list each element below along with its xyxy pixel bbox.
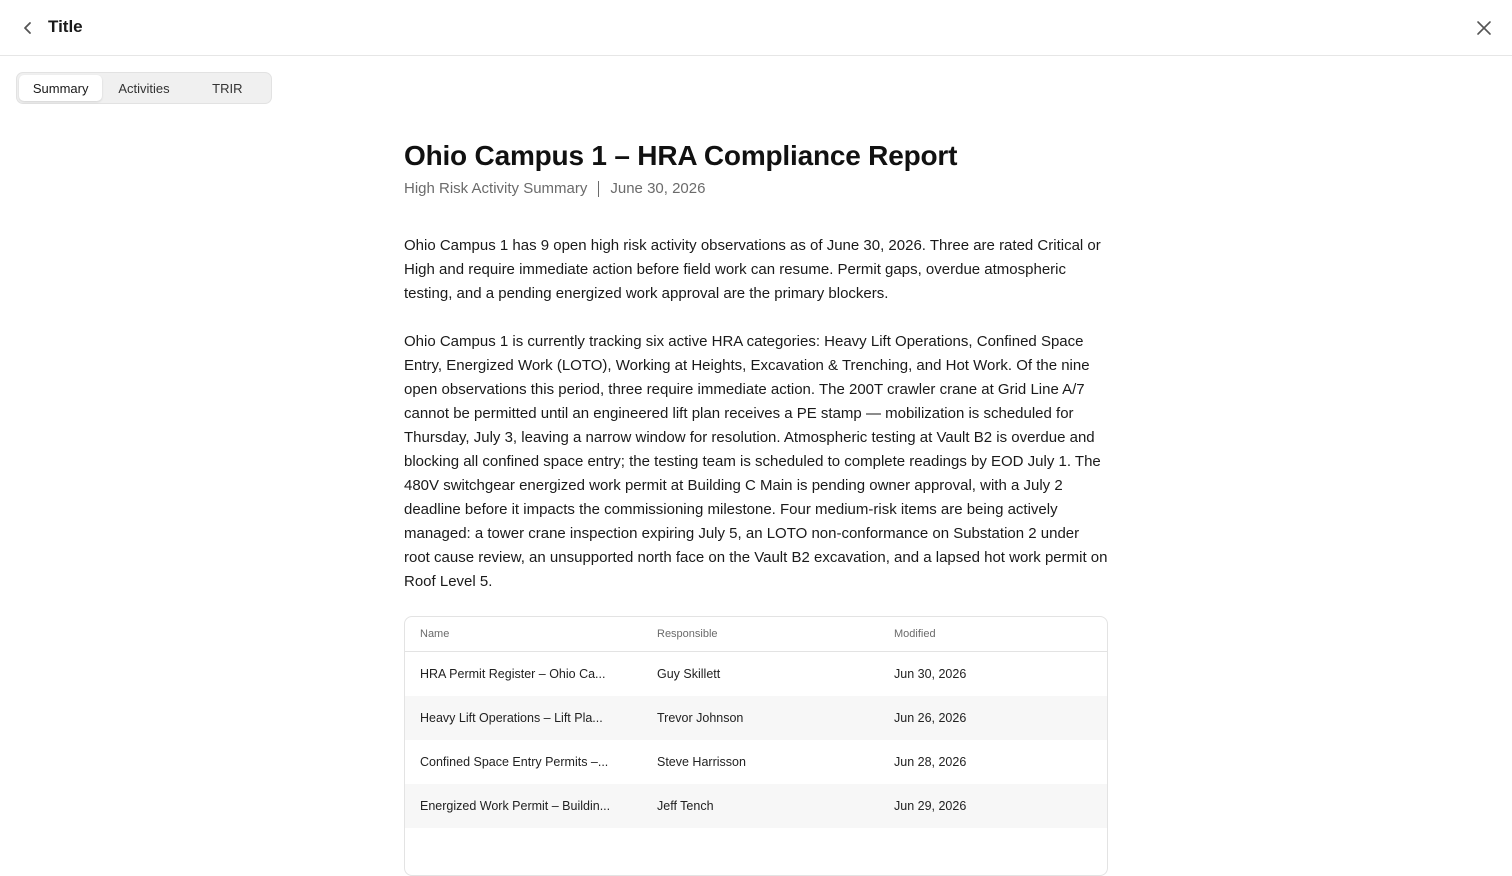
summary-paragraph: Ohio Campus 1 has 9 open high risk activity observations as of June 30, 2026. Three are rated Critical or High and require immediate action before field work can resume. Permit gaps, overdue atmospheric testing, and a pending energized work approval are the primary blockers. xyxy=(404,237,1101,302)
table-header xyxy=(405,617,1107,652)
report-date: June 30, 2026 xyxy=(610,180,706,197)
row-modified: Jun 28, 2026 xyxy=(894,755,967,769)
detail-paragraph: Ohio Campus 1 is currently tracking six active HRA categories: Heavy Lift Operations, Confined Space Entry, Energized Work (LOTO), Working at Heights, Excavation & Trenching, and Hot Work. Of the nine open observations this period, three require immediate action. The 200T crawler crane at Grid Line A/7 cannot be permitted until an engineered lift plan receives a PE stamp — mobilization is scheduled for Thursday, July 3, leaving a narrow window for resolution. Atmospheric testing at Vault B2 is overdue and blocking all confined space entry; the testing team is scheduled to complete readings by EOD July 1. The 480V switchgear energized work permit at Building C Main is pending owner approval, with a July 2 deadline before it impacts the commissioning milestone. Four medium-risk items are being actively managed: a tower crane inspection expiring July 5, an LOTO non-conformance on Substation 2 under root cause review, an unsupported north face on the Vault B2 excavation, and a lapsed hot work permit on Roof Level 5. xyxy=(404,333,1108,590)
column-header-name[interactable]: Name xyxy=(420,628,450,640)
row-name: HRA Permit Register – Ohio Ca... xyxy=(420,667,606,681)
column-header-responsible[interactable]: Responsible xyxy=(657,628,718,640)
tab-activities[interactable]: Activities xyxy=(118,80,170,96)
table-row[interactable] xyxy=(405,696,1107,740)
close-icon xyxy=(1476,20,1492,36)
table-row[interactable] xyxy=(405,652,1107,696)
row-modified: Jun 26, 2026 xyxy=(894,711,967,725)
header-bar xyxy=(0,0,1512,56)
row-name: Heavy Lift Operations – Lift Pla... xyxy=(420,711,603,725)
back-button[interactable] xyxy=(16,16,40,40)
row-responsible: Guy Skillett xyxy=(657,667,721,681)
tab-trir[interactable]: TRIR xyxy=(212,80,243,96)
report-title: Ohio Campus 1 – HRA Compliance Report xyxy=(404,140,958,171)
tab-bar xyxy=(16,72,272,104)
table-row[interactable] xyxy=(405,740,1107,784)
row-name: Energized Work Permit – Buildin... xyxy=(420,799,611,813)
row-responsible: Steve Harrisson xyxy=(657,755,746,769)
close-button[interactable] xyxy=(1472,16,1496,40)
row-modified: Jun 29, 2026 xyxy=(894,799,967,813)
report-subtitle xyxy=(404,178,1108,200)
column-header-modified[interactable]: Modified xyxy=(894,628,936,640)
row-responsible: Jeff Tench xyxy=(657,799,714,813)
chevron-left-icon xyxy=(21,21,35,35)
subtitle-divider xyxy=(598,181,599,197)
documents-table xyxy=(404,616,1108,876)
row-responsible: Trevor Johnson xyxy=(657,711,744,725)
page-title: Title xyxy=(48,17,83,36)
report-content xyxy=(404,138,1108,594)
report-subtitle-label: High Risk Activity Summary xyxy=(404,180,588,197)
row-name: Confined Space Entry Permits –... xyxy=(420,755,609,769)
row-modified: Jun 30, 2026 xyxy=(894,667,967,681)
table-row[interactable] xyxy=(405,784,1107,828)
tab-summary[interactable]: Summary xyxy=(19,75,102,101)
